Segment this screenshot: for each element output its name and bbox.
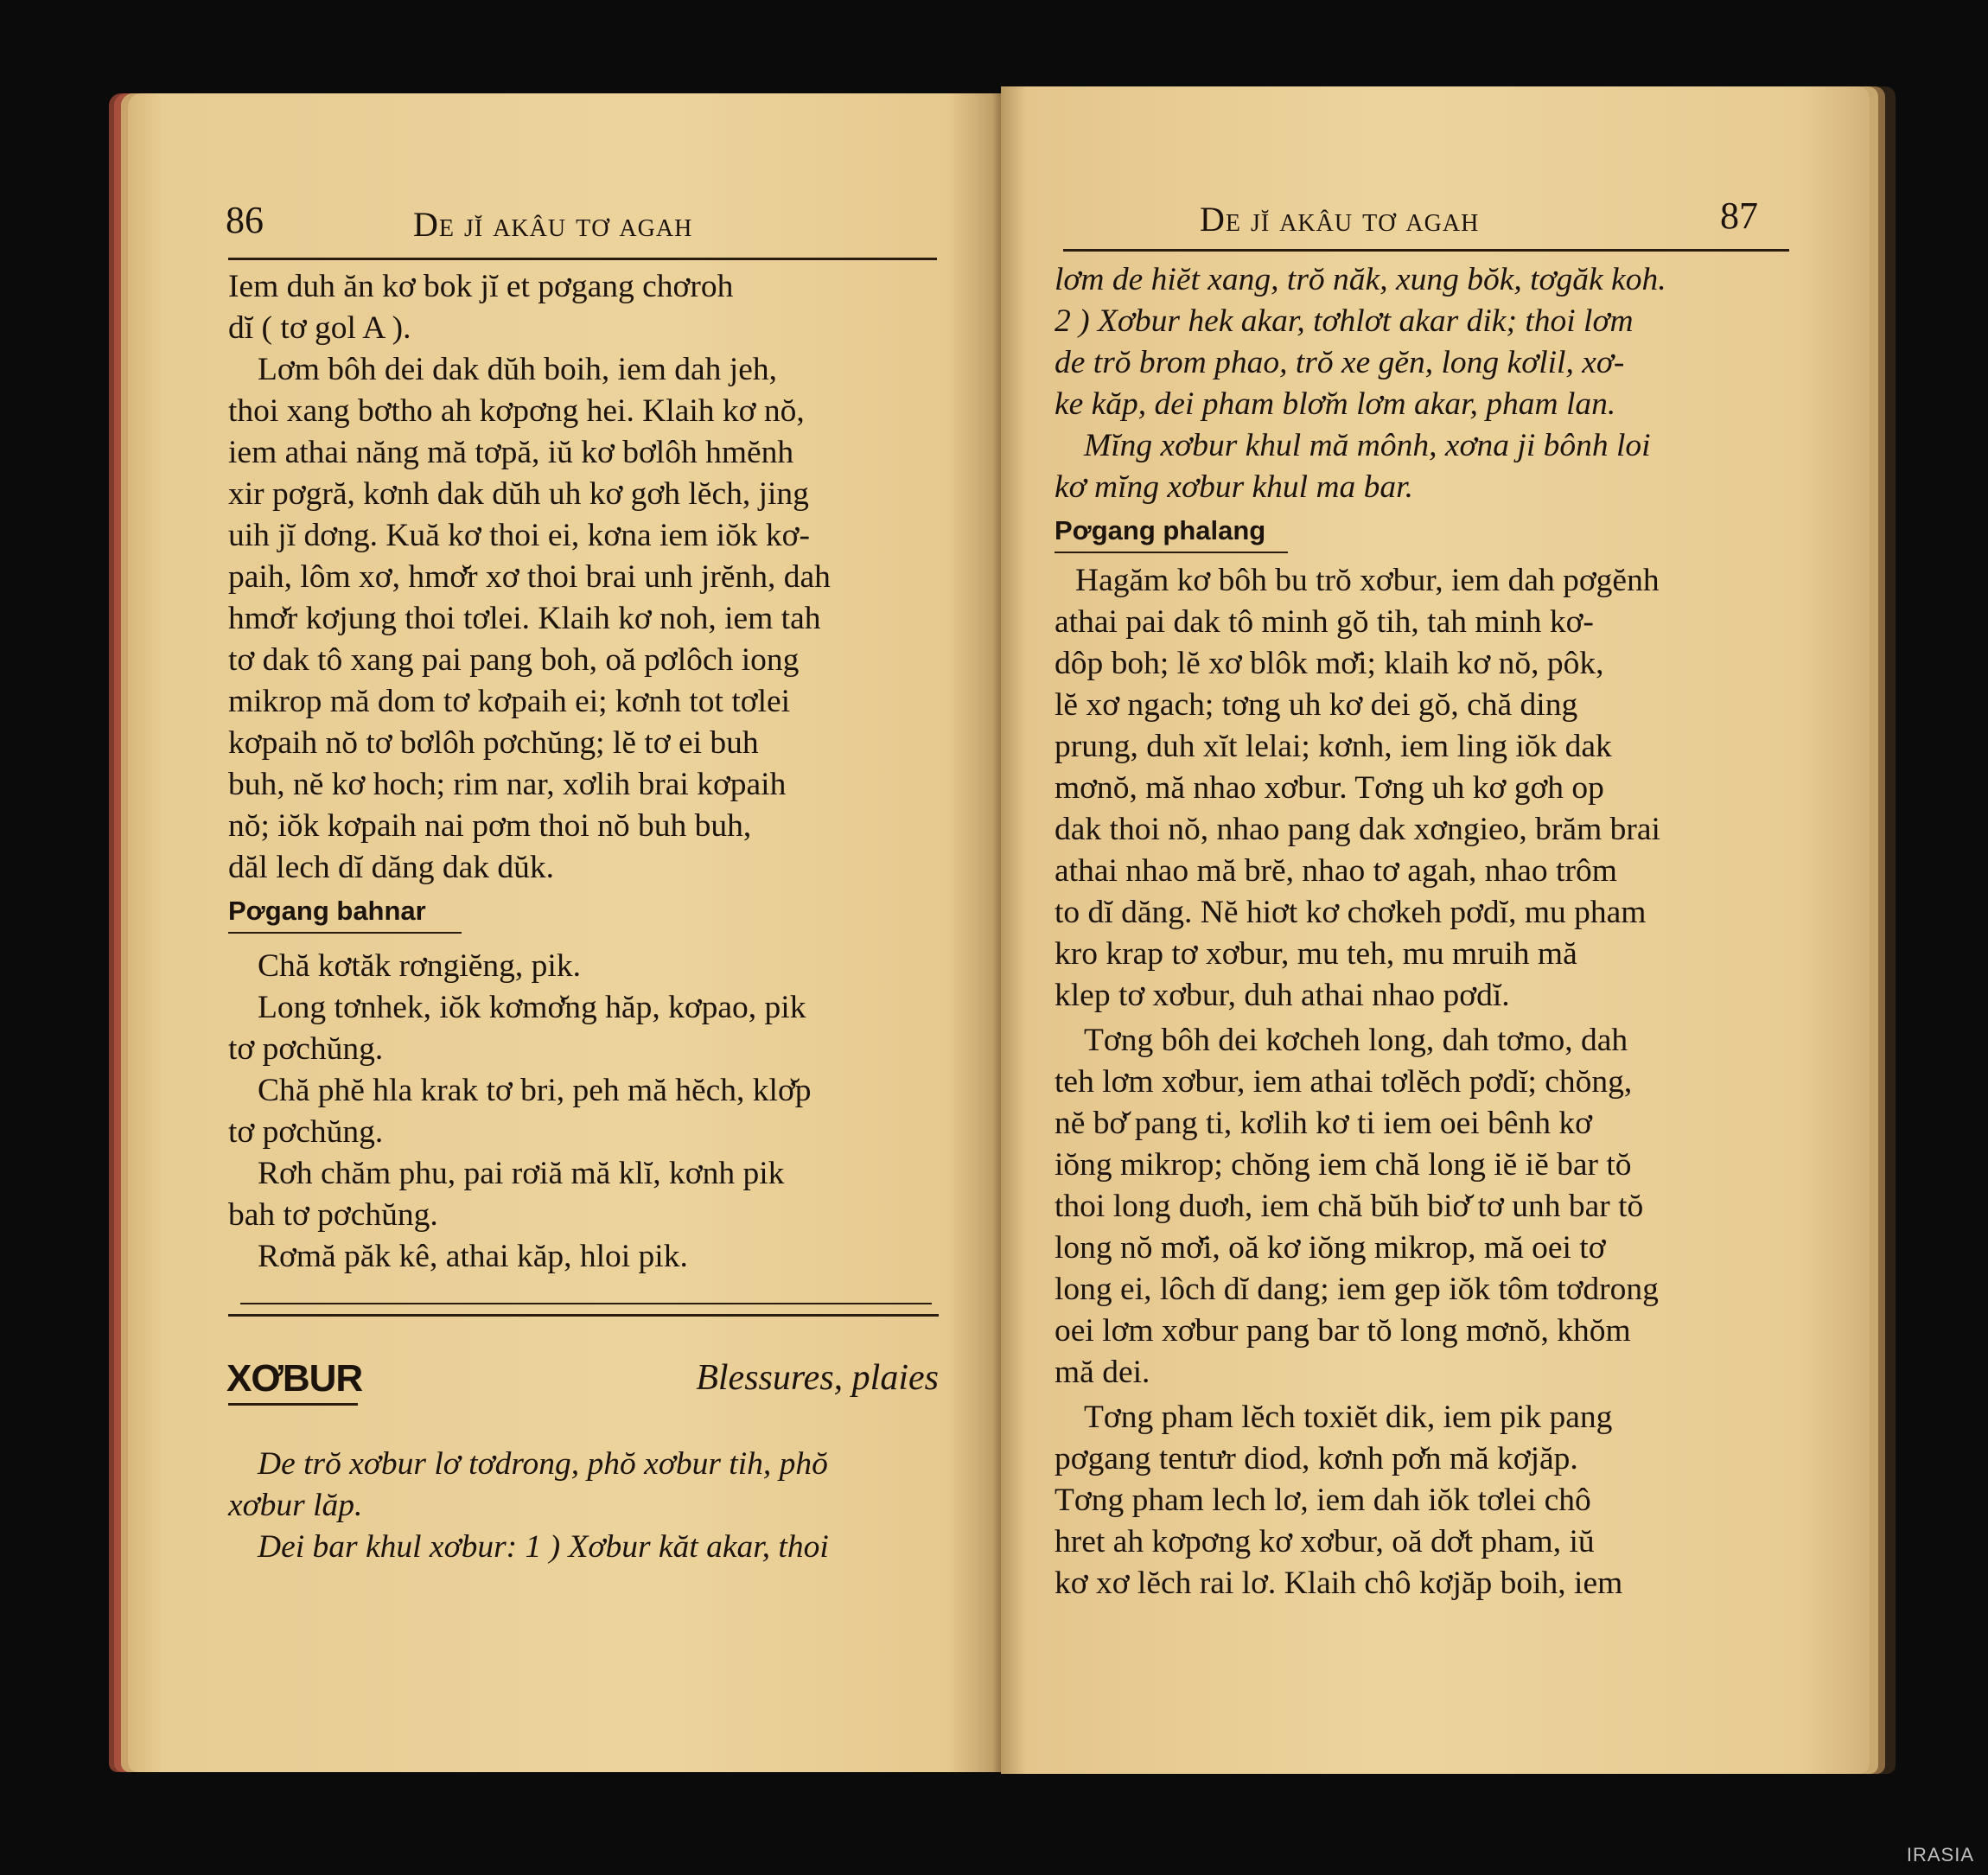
text-line: nĕ bơ̆ pang ti, kơlih kơ ti iem oei bênh kơ	[1055, 1106, 1592, 1141]
text-line: kơ mĭng xơbur khul ma bar.	[1055, 469, 1413, 505]
text-line: Tơng pham lech lơ, iem dah iŏk tơlei chô	[1055, 1483, 1591, 1518]
header-rule-right	[1063, 249, 1789, 252]
left-page	[128, 93, 1001, 1772]
section-title-xobur: XƠBUR	[226, 1357, 363, 1400]
text-line: nŏ; iŏk kơpaih nai pơm thoi nŏ buh buh,	[228, 808, 752, 844]
text-line: Long tơnhek, iŏk kơmơ̆ng hăp, kơpao, pik	[258, 990, 806, 1025]
right-page	[1001, 86, 1870, 1774]
text-line: oei lơm xơbur pang bar tŏ long mơnŏ, khŏm	[1055, 1313, 1631, 1349]
text-line: tơ dak tô xang pai pang boh, oă pơlôch iong	[228, 642, 800, 678]
text-line: kro krap tơ xơbur, mu teh, mu mruih mă	[1055, 936, 1577, 972]
text-line: tơ pơchŭng.	[228, 1031, 384, 1067]
text-line: xơbur lăp.	[228, 1488, 363, 1523]
text-line: mơnŏ, mă nhao xơbur. Tơng uh kơ gơh op	[1055, 770, 1604, 806]
header-rule-left	[228, 258, 937, 260]
text-line: paih, lôm xơ, hmơ̆r xơ thoi brai unh jrĕnh, dah	[228, 559, 831, 595]
text-line: Iem duh ăn kơ bok jĭ et pơgang chơroh	[228, 269, 734, 304]
text-line: long ei, lôch dĭ dang; iem gep iŏk tôm tơdrong	[1055, 1272, 1659, 1307]
text-line: iem athai năng mă tơpă, iŭ kơ bơlôh hmĕnh	[228, 435, 794, 470]
text-line: Hagăm kơ bôh bu trŏ xơbur, iem dah pơgĕnh	[1075, 563, 1660, 598]
text-line: xir pơgră, kơnh dak dŭh uh kơ gơh lĕch, jing	[228, 476, 809, 512]
text-line: bah tơ pơchŭng.	[228, 1197, 438, 1233]
text-line: long nŏ mơ̆i, oă kơ iŏng mikrop, mă oei tơ	[1055, 1230, 1606, 1266]
text-line: Tơng bôh dei kơcheh long, dah tơmo, dah	[1084, 1023, 1628, 1058]
section-rule-thick	[228, 1314, 939, 1317]
section-rule-thin	[240, 1303, 932, 1304]
text-line: lơm de hiĕt xang, trŏ năk, xung bŏk, tơgăk koh.	[1055, 262, 1666, 297]
text-line: mă dei.	[1055, 1355, 1150, 1390]
text-line: Chă phĕ hla krak tơ bri, peh mă hĕch, klơ̆p	[258, 1073, 812, 1108]
text-line: hret ah kơpơng kơ xơbur, oă dơ̆t pham, iŭ	[1055, 1524, 1595, 1559]
text-line: Mĭng xơbur khul mă mônh, xơna ji bônh loi	[1084, 428, 1651, 463]
running-head-left: De jĭ akâu tơ agah	[413, 205, 693, 244]
section-heading: Pơgang phalang	[1055, 515, 1266, 545]
text-line: Tơng pham lĕch toxiĕt dik, iem pik pang	[1084, 1400, 1613, 1435]
page-number-right: 87	[1720, 195, 1758, 237]
text-line: Dei bar khul xơbur: 1 ) Xơbur kăt akar, thoi	[258, 1529, 829, 1565]
text-line: lĕ xơ ngach; tơng uh kơ dei gŏ, chă ding	[1055, 687, 1578, 723]
text-line: dăl lech dĭ dăng dak dŭk.	[228, 850, 554, 885]
text-line: uih jĭ dơng. Kuă kơ thoi ei, kơna iem iŏk kơ-	[228, 518, 810, 553]
page-number-left: 86	[226, 199, 264, 241]
text-line: thoi long duơh, iem chă bŭh biơ̆ tơ unh bar tŏ	[1055, 1189, 1644, 1224]
text-line: thoi xang bơtho ah kơpơng hei. Klaih kơ nŏ,	[228, 393, 805, 429]
running-head-right: De jĭ akâu tơ agah	[1200, 200, 1480, 239]
text-line: iŏng mikrop; chŏng iem chă long iĕ iĕ bar tŏ	[1055, 1147, 1632, 1183]
title-underline	[228, 1403, 358, 1406]
text-line: tơ pơchŭng.	[228, 1114, 384, 1150]
text-line: kơpaih nŏ tơ bơlôh pơchŭng; lĕ tơ ei buh	[228, 725, 759, 761]
text-line: buh, nĕ kơ hoch; rim nar, xơlih brai kơpaih	[228, 767, 787, 802]
text-line: dak thoi nŏ, nhao pang dak xơngieo, brăm brai	[1055, 812, 1660, 847]
text-line: kơ xơ lĕch rai lơ. Klaih chô kơjăp boih, iem	[1055, 1566, 1623, 1601]
text-line: Chă kơtăk rơngiĕng, pik.	[258, 948, 581, 984]
text-line: ke kăp, dei pham blơ̆m lơm akar, pham lan.	[1055, 386, 1616, 422]
text-line: dôp boh; lĕ xơ blôk mơ̆i; klaih kơ nŏ, pôk,	[1055, 646, 1604, 681]
text-line: mikrop mă dom tơ kơpaih ei; kơnh tot tơlei	[228, 684, 791, 719]
section-heading: Pơgang bahnar	[228, 896, 426, 926]
watermark: IRASIA	[1906, 1844, 1974, 1865]
text-line: to dĭ dăng. Nĕ hiơt kơ chơkeh pơdĭ, mu pham	[1055, 895, 1647, 930]
heading-underline	[228, 932, 462, 934]
text-line: De trŏ xơbur lơ tơdrong, phŏ xơbur tih, phŏ	[258, 1446, 828, 1482]
text-line: athai pai dak tô minh gŏ tih, tah minh kơ-	[1055, 604, 1594, 640]
text-line: Rơh chăm phu, pai rơiă mă klĭ, kơnh pik	[258, 1156, 785, 1191]
text-line: Rơmă păk kê, athai kăp, hloi pik.	[258, 1239, 688, 1274]
text-line: 2 ) Xơbur hek akar, tơhlơt akar dik; thoi lơm	[1055, 303, 1634, 339]
text-line: hmơ̆r kơjung thoi tơlei. Klaih kơ noh, iem tah	[228, 601, 821, 636]
text-line: Lơm bôh dei dak dŭh boih, iem dah jeh,	[258, 352, 777, 387]
text-line: teh lơm xơbur, iem athai tơlĕch pơdĭ; chŏng,	[1055, 1064, 1633, 1100]
text-line: de trŏ brom phao, trŏ xe gĕn, long kơlil, xơ-	[1055, 345, 1625, 380]
text-line: athai nhao mă brĕ, nhao tơ agah, nhao trôm	[1055, 853, 1617, 889]
heading-underline	[1055, 552, 1288, 553]
french-title: Blessures, plaies	[696, 1358, 939, 1398]
text-line: pơgang tentưr diod, kơnh pơ̆n mă kơjăp.	[1055, 1441, 1578, 1476]
text-line: dĭ ( tơ gol A ).	[228, 310, 411, 346]
text-line: prung, duh xĭt lelai; kơnh, iem ling iŏk dak	[1055, 729, 1612, 764]
text-line: klep tơ xơbur, duh athai nhao pơdĭ.	[1055, 978, 1510, 1013]
